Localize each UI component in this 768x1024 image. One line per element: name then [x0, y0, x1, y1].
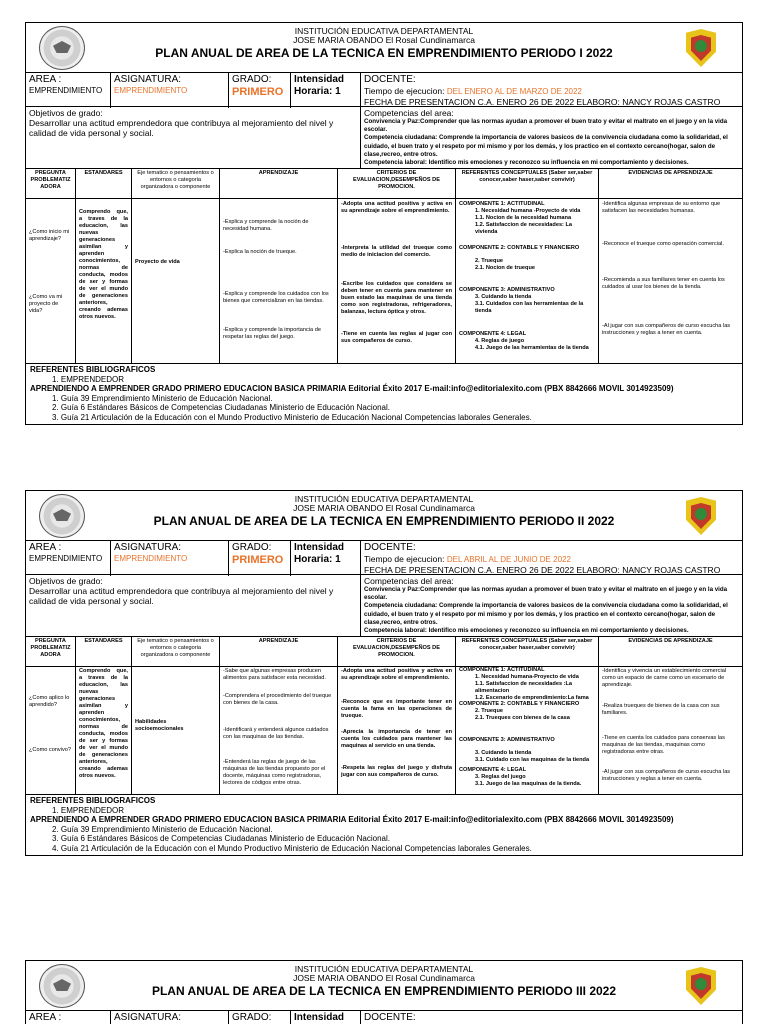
- col-header-estandares: ESTANDARES: [76, 169, 132, 199]
- componente-item: 1.2. Satisfaccion de necesidades: La vivienda: [475, 222, 573, 236]
- criterio-4: -Tiene en cuenta las reglas al jugar con sus compañeros de curso.: [341, 331, 452, 345]
- referentes-cell: [456, 199, 599, 363]
- componente-item: 3.1. Cuidado con las maquinas de la tienda: [475, 757, 590, 764]
- competencia-laboral: Competencia laboral: Identifico mis emociones y reconozco su influencia en mi comportamiento y decisiones.: [364, 159, 689, 167]
- area-label: AREA :: [29, 542, 62, 553]
- intensidad-label: Intensidad: [294, 74, 345, 85]
- aprendizaje-3: -Identificará y entenderá algunos cuidados con las maquinas de las tiendas.: [223, 727, 329, 741]
- horaria-label: Horaria: 1: [294, 86, 341, 97]
- plan-table: [26, 637, 742, 795]
- plan-title: PLAN ANUAL DE AREA DE LA TECNICA EN EMPRENDIMIENTO PERIODO I 2022: [155, 46, 613, 60]
- pregunta-cell: [26, 199, 76, 363]
- objetivo-text: Desarrollar una actitud emprendedora que contribuya al mejoramiento del nivel y calidad de vida personal y social.: [29, 586, 334, 606]
- tiempo-value: DEL ENERO AL DE MARZO DE 2022: [446, 87, 582, 96]
- horaria-label: Horaria: 1: [294, 554, 341, 565]
- criterio-2: -Reconoce que es importante tener en cuenta la fama en las operaciones de trueque.: [341, 699, 452, 720]
- plan-page-periodo-3: [25, 960, 743, 1024]
- referentes-bibliograficos: [26, 364, 742, 424]
- asignatura-label: ASIGNATURA:: [114, 542, 182, 553]
- ref-main: APRENDIENDO A EMPRENDER GRADO PRIMERO EDUCACION BASICA PRIMARIA Editorial Éxito 2017 E-mail:info@editorialexito.com (PBX 8842666 MOVIL 3014923509): [30, 815, 674, 825]
- intensidad-label: Intensidad: [294, 542, 345, 553]
- componente-1: COMPONENTE 1: ACTITUDINAL: [459, 201, 545, 208]
- refs-title: REFERENTES BIBLIOGRAFICOS: [30, 796, 156, 806]
- institution-seal-icon: [39, 964, 85, 1008]
- school-shield-icon: [686, 497, 716, 535]
- grado-label: GRADO:: [232, 542, 272, 553]
- col-header-estandares: ESTANDARES: [76, 637, 132, 667]
- componente-item: 4.1. Juego de las herramientas de la tienda: [475, 345, 589, 352]
- plan-title: PLAN ANUAL DE AREA DE LA TECNICA EN EMPRENDIMIENTO PERIODO III 2022: [151, 984, 617, 998]
- plan-title: PLAN ANUAL DE AREA DE LA TECNICA EN EMPRENDIMIENTO PERIODO II 2022: [153, 514, 615, 528]
- competencia-ciudadana: Competencia ciudadana: Comprende la importancia de valores basicos de la convivencia ciudadana como la solidaridad, el cuidado, el buen trato y el respeto por mi mismo y por los demás, y los practico en el contexto cercano(hogar, salon de clase,recreo, entre otros.: [364, 602, 728, 626]
- col-header-evidencias: EVIDENCIAS DE APRENDIZAJE: [599, 637, 742, 667]
- componente-2: COMPONENTE 2: CONTABLE Y FINANCIERO: [459, 245, 580, 252]
- grado-value: PRIMERO: [232, 554, 284, 566]
- school-location: JOSE MARIA OBANDO El Rosal Cundinamarca: [293, 973, 475, 983]
- criterio-2: -Interpreta la utilidad del trueque como medio de iniciacion del comercio.: [341, 245, 452, 259]
- pregunta-cell: [26, 667, 76, 794]
- school-shield-icon: [686, 967, 716, 1005]
- competencia-laboral: Competencia laboral: Identifico mis emociones y reconozco su influencia en mi comportamiento y decisiones.: [364, 627, 689, 635]
- componente-4: COMPONENTE 4: LEGAL: [459, 331, 527, 338]
- criterio-3: -Escribe los cuidados que considera se deben tener en cuenta para mantener en buen estado las maquinas de una tienda como son registradoras, refrigeradores, balanzas, lectura óptica y otros.: [341, 281, 452, 316]
- area-value: EMPRENDIMIENTO: [29, 86, 103, 95]
- componente-item: 2.1. Nocion de trueque: [475, 265, 535, 272]
- area-label: AREA :: [29, 1012, 62, 1023]
- aprendizaje-3: -Explica y comprende los cuidados con los bienes que comercializan en las tiendas.: [223, 291, 329, 305]
- grado-label: GRADO:: [232, 1012, 272, 1023]
- ref-item: 3. Guía 21 Articulación de la Educación con el Mundo Productivo Ministerio de Educación Nacional Competencias laborales Generales.: [52, 412, 532, 422]
- info-row: [26, 541, 742, 575]
- criterios-cell: [338, 199, 456, 363]
- institution-seal-icon: [39, 494, 85, 538]
- componente-item: 2.1. Trueques con bienes de la casa: [475, 715, 570, 722]
- evidencia-3: -Tiene en cuenta los cuidados para conservas las maquinas de las tiendas, maquinas como registradoras entre otras.: [602, 735, 725, 756]
- ref-item: 1. Guía 39 Emprendimiento Ministerio de Educación Nacional.: [52, 393, 273, 403]
- intensidad-label: Intensidad: [294, 1012, 345, 1023]
- evidencias-cell: [599, 667, 742, 794]
- area-label: AREA :: [29, 74, 62, 85]
- col-header-criterios: CRITERIOS DE EVALUACION,DESEMPEÑOS DE PROMOCION.: [338, 169, 456, 199]
- ref-item: 2. Guía 39 Emprendimiento Ministerio de Educación Nacional.: [52, 824, 273, 834]
- asignatura-label: ASIGNATURA:: [114, 74, 182, 85]
- document-header: [26, 961, 742, 1011]
- grado-label: GRADO:: [232, 74, 272, 85]
- school-location: JOSE MARIA OBANDO El Rosal Cundinamarca: [293, 35, 475, 45]
- aprendizaje-4: -Explica y comprende la importancia de respetar las reglas del juego.: [223, 327, 321, 341]
- info-row: [26, 1011, 742, 1024]
- estandar-cell: [76, 667, 132, 794]
- criterio-1: -Adopta una actitud positiva y activa en su aprendizaje sobre el emprendimiento.: [341, 201, 452, 215]
- competencia-convivencia: Convivencia y Paz:Comprender que las normas ayudan a promover el buen trato y evitar el maltrato en el juego y en la vida escolar.: [364, 586, 728, 602]
- competencias-label: Competencias del area:: [364, 576, 454, 586]
- referentes-bibliograficos: [26, 795, 742, 855]
- componente-item: 2. Trueque: [475, 258, 503, 265]
- school-name: INSTITUCIÓN EDUCATIVA DEPARTAMENTAL: [294, 494, 474, 504]
- evidencia-2: -Reconoce el trueque como operación comercial.: [602, 241, 724, 248]
- fecha-presentacion: FECHA DE PRESENTACION C.A. ENERO 26 DE 2022 ELABORO: NANCY ROJAS CASTRO: [364, 565, 721, 575]
- componente-item: 3. Cuidando la tienda: [475, 750, 532, 757]
- col-header-pregunta: PREGUNTA PROBLEMATIZ ADORA: [26, 637, 76, 667]
- criterio-4: -Respeta las reglas del juego y disfruta jugar con sus compañeros de curso.: [341, 765, 452, 779]
- componente-1: COMPONENTE 1: ACTITUDINAL: [459, 667, 545, 674]
- area-value: EMPRENDIMIENTO: [29, 554, 103, 563]
- componente-item: 3.1. Juego de las maquinas de la tienda.: [475, 781, 582, 788]
- col-header-aprendizaje: APRENDIZAJE: [220, 637, 338, 667]
- evidencia-4: -Al jugar con sus compañeros de curso escucha las instrucciones y reglas a tener en cuenta.: [602, 323, 731, 337]
- col-header-criterios: CRITERIOS DE EVALUACION,DESEMPEÑOS DE PROMOCION.: [338, 637, 456, 667]
- aprendizaje-2: -Explica la noción de trueque.: [223, 249, 297, 256]
- componente-item: 1.1. Satisfaccion de necesidades :La alimentacion: [475, 681, 573, 695]
- aprendizaje-2: -Comprendera el procedimiento del trueque con bienes de la casa.: [223, 693, 332, 707]
- school-name: INSTITUCIÓN EDUCATIVA DEPARTAMENTAL: [294, 964, 474, 974]
- componente-item: 1.2. Escenario de emprendimiento:La fama: [475, 695, 589, 702]
- evidencia-2: -Realiza trueques de bienes de la casa con sus familiares.: [602, 703, 720, 717]
- componente-item: 3. Cuidando la tienda: [475, 294, 532, 301]
- asignatura-value: EMPRENDIMIENTO: [114, 86, 188, 95]
- objectives-row: [26, 107, 742, 169]
- docente-label: DOCENTE:: [364, 74, 416, 85]
- fecha-presentacion: FECHA DE PRESENTACION C.A. ENERO 26 DE 2022 ELABORO: NANCY ROJAS CASTRO: [364, 97, 721, 107]
- evidencias-cell: [599, 199, 742, 363]
- aprendizaje-1: -Sabe que algunas empresas producen alimentos para satisfacer esta necesidad.: [223, 668, 326, 682]
- componente-item: 4. Reglas de juego: [475, 338, 525, 345]
- competencia-ciudadana: Competencia ciudadana: Comprende la importancia de valores basicos de la convivencia ciudadana como la solidaridad, el cuidado, el buen trato y el respeto por mi mismo y por los demás, y los practico en el contexto cercano(hogar, salon de clase,recreo, entre otros.: [364, 134, 728, 158]
- col-header-referentes: REFERENTES CONCEPTUALES (Saber ser,saber conocer,saber haser,saber convivir): [456, 169, 599, 199]
- ref-main: APRENDIENDO A EMPRENDER GRADO PRIMERO EDUCACION BASICA PRIMARIA Editorial Éxito 2017 E-mail:info@editorialexito.com (PBX 8842666 MOVIL 3014923509): [30, 384, 674, 394]
- col-header-aprendizaje: APRENDIZAJE: [220, 169, 338, 199]
- document-header: [26, 491, 742, 541]
- docente-label: DOCENTE:: [364, 542, 416, 553]
- eje-cell: [132, 199, 220, 363]
- referentes-cell: [456, 667, 599, 794]
- asignatura-value: EMPRENDIMIENTO: [114, 554, 188, 563]
- componente-item: 1.1. Nocion de la necesidad humana: [475, 215, 572, 222]
- plan-page-periodo-2: [25, 490, 743, 856]
- info-row: [26, 73, 742, 107]
- grado-value: PRIMERO: [232, 86, 284, 98]
- col-header-evidencias: EVIDENCIAS DE APRENDIZAJE: [599, 169, 742, 199]
- componente-item: 1. Necesidad humana-Proyecto de vida: [475, 674, 579, 681]
- objetivos-label: Objetivos de grado:: [29, 576, 103, 586]
- componente-item: 3.1. Cuidados con las herramientas de la tienda: [475, 301, 584, 315]
- tiempo-label: Tiempo de ejecucion:: [364, 554, 445, 564]
- pregunta-1: ¿Como inicio mi aprendizaje?: [29, 229, 70, 243]
- eje-cell: [132, 667, 220, 794]
- ref-item: 1. EMPRENDEDOR: [52, 805, 125, 815]
- aprendizaje-cell: [220, 667, 338, 794]
- col-header-referentes: REFERENTES CONCEPTUALES (Saber ser,saber conocer,saber haser,saber convivir): [456, 637, 599, 667]
- componente-4: COMPONENTE 4: LEGAL: [459, 767, 527, 774]
- evidencia-1: -Identifica algunas empresas de su entorno que satisfacen las necesidades humanas.: [602, 201, 721, 215]
- componente-item: 1. Necesidad humana -Proyecto de vida: [475, 208, 581, 215]
- estandar-text: Comprendo que, a traves de la educacion, las nuevas generaciones asimilan y aprenden conocimientos, normas de conducta, modos de ser y formas de ver el mundo de generaciones anteriores, creando ademas otros nuevos.: [79, 209, 128, 321]
- componente-3: COMPONENTE 3: ADMINISTRATIVO: [459, 737, 555, 744]
- componente-item: 2. Trueque: [475, 708, 503, 715]
- objetivos-label: Objetivos de grado:: [29, 108, 103, 118]
- tiempo-label: Tiempo de ejecucion:: [364, 86, 445, 96]
- refs-title: REFERENTES BIBLIOGRAFICOS: [30, 365, 156, 375]
- ref-item: 4. Guía 21 Articulación de la Educación con el Mundo Productivo Ministerio de Educación Nacional Competencias laborales Generales.: [52, 843, 532, 853]
- pregunta-2: ¿Como va mi proyecto de vida?: [29, 294, 63, 315]
- plan-table: [26, 169, 742, 364]
- evidencia-1: -Identifica y vivencia un establecimiento comercial como un espacio de carne como un escenario de aprendizaje.: [602, 668, 727, 689]
- objetivo-text: Desarrollar una actitud emprendedora que contribuya al mejoramiento del nivel y calidad de vida personal y social.: [29, 118, 334, 138]
- estandar-text: Comprendo que, a traves de la educacion, las nuevas generaciones asimilan y aprenden conocimientos, normas de conducta, modos de ser y formas de ver el mundo de generaciones anteriores, creando ademas otros nuevos.: [79, 668, 128, 780]
- criterio-3: -Aprecia la importancia de tener en cuenta los cuidados para mantener las maquinas al servicio en una tienda.: [341, 729, 452, 750]
- eje-text: Habilidades socioemocionales: [135, 719, 184, 733]
- plan-page-periodo-1: [25, 22, 743, 425]
- ref-item: 2. Guía 6 Estándares Básicos de Competencias Ciudadanas Ministerio de Educación Nacional.: [52, 403, 390, 413]
- school-location: JOSE MARIA OBANDO El Rosal Cundinamarca: [293, 503, 475, 513]
- evidencia-4: -Al jugar con sus compañeros de curso escucha las instrucciones y reglas a tener en cuenta.: [602, 769, 731, 783]
- componente-item: 3. Reglas del juego: [475, 774, 526, 781]
- school-shield-icon: [686, 29, 716, 67]
- asignatura-label: ASIGNATURA:: [114, 1012, 182, 1023]
- pregunta-1: ¿Como aplico lo aprendido?: [29, 695, 70, 709]
- eje-text: Proyecto de vida: [135, 259, 180, 266]
- col-header-eje: Eje tematico o pensamientos o entornos o categoria organizadora o componente: [132, 169, 220, 199]
- col-header-pregunta: PREGUNTA PROBLEMATIZ ADORA: [26, 169, 76, 199]
- aprendizaje-1: -Explica y comprende la noción de necesidad humana.: [223, 219, 309, 233]
- col-header-eje: Eje tematico o pensamientos o entornos o categoria organizadora o componente: [132, 637, 220, 667]
- componente-3: COMPONENTE 3: ADMINISTRATIVO: [459, 287, 555, 294]
- objectives-row: [26, 575, 742, 637]
- estandar-cell: [76, 199, 132, 363]
- document-header: [26, 23, 742, 73]
- criterio-1: -Adopta una actitud positiva y activa en su aprendizaje sobre el emprendimiento.: [341, 668, 452, 682]
- institution-seal-icon: [39, 26, 85, 70]
- ref-item: 1. EMPRENDEDOR: [52, 374, 125, 384]
- school-name: INSTITUCIÓN EDUCATIVA DEPARTAMENTAL: [294, 26, 474, 36]
- competencias-label: Competencias del area:: [364, 108, 454, 118]
- pregunta-2: ¿Como convivo?: [29, 747, 71, 754]
- tiempo-value: DEL ABRIL AL DE JUNIO DE 2022: [446, 555, 571, 564]
- evidencia-3: -Recomienda a sus familiares tener en cuenta los cuidados al usar los bienes de la tienda.: [602, 277, 725, 291]
- aprendizaje-cell: [220, 199, 338, 363]
- competencia-convivencia: Convivencia y Paz:Comprender que las normas ayudan a promover el buen trato y evitar el maltrato en el juego y en la vida escolar.: [364, 118, 728, 134]
- aprendizaje-4: -Entenderá las reglas de juego de las máquinas de las tiendas propuesto por el docente, máquinas como registradoras, lectores de códigos entre otras.: [223, 759, 326, 787]
- criterios-cell: [338, 667, 456, 794]
- ref-item: 3. Guía 6 Estándares Básicos de Competencias Ciudadanas Ministerio de Educación Nacional.: [52, 834, 390, 844]
- docente-label: DOCENTE:: [364, 1012, 416, 1023]
- componente-2: COMPONENTE 2: CONTABLE Y FINANCIERO: [459, 701, 580, 708]
